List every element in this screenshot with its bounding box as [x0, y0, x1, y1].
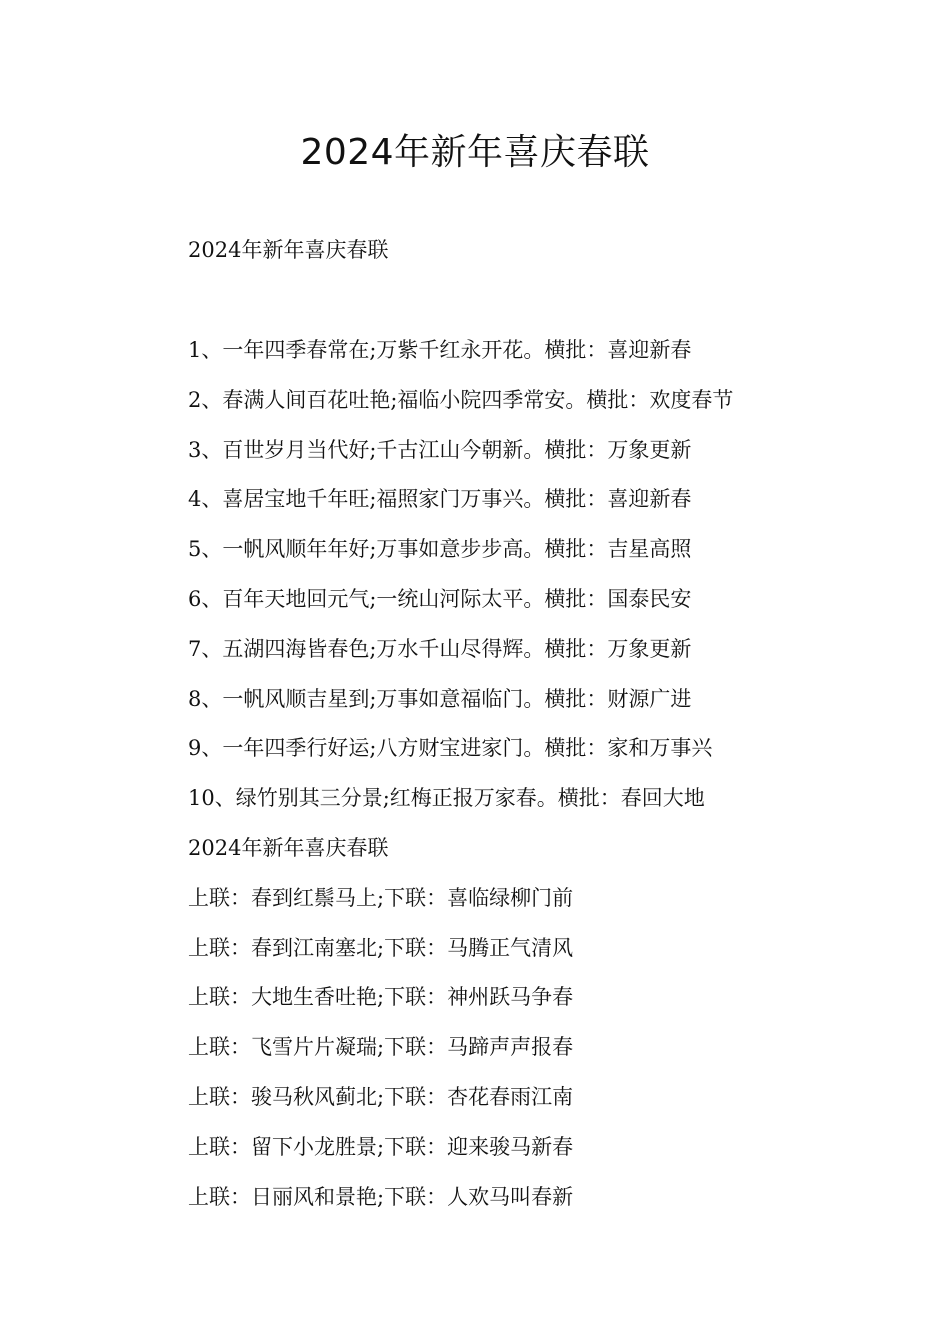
list-item: 4、喜居宝地千年旺;福照家门万事兴。横批：喜迎新春 — [188, 487, 692, 512]
list-item: 8、一帆风顺吉星到;万事如意福临门。横批：财源广进 — [188, 686, 692, 711]
list-item: 上联：春到红鬃马上;下联：喜临绿柳门前 — [188, 885, 574, 910]
list-item: 3、百世岁月当代好;千古江山今朝新。横批：万象更新 — [188, 437, 692, 462]
list-item: 上联：大地生香吐艳;下联：神州跃马争春 — [188, 985, 574, 1010]
page-title: 2024年新年喜庆春联 — [300, 132, 650, 173]
list-item: 上联：留下小龙胜景;下联：迎来骏马新春 — [188, 1134, 574, 1159]
list-item: 上联：春到江南塞北;下联：马腾正气清风 — [188, 935, 574, 960]
list-item: 10、绿竹别其三分景;红梅正报万家春。横批：春回大地 — [188, 786, 705, 811]
couplet-list — [188, 335, 733, 1231]
list-item: 1、一年四季春常在;万紫千红永开花。横批：喜迎新春 — [188, 338, 692, 362]
document-subtitle: 2024年新年喜庆春联 — [188, 238, 389, 262]
list-item: 6、百年天地回元气;一统山河际太平。横批：国泰民安 — [188, 586, 692, 611]
list-item: 上联：飞雪片片凝瑞;下联：马蹄声声报春 — [188, 1035, 574, 1060]
section-heading: 2024年新年喜庆春联 — [188, 835, 389, 860]
list-item: 7、五湖四海皆春色;万水千山尽得辉。横批：万象更新 — [188, 636, 692, 661]
list-item: 上联：骏马秋风蓟北;下联：杏花春雨江南 — [188, 1084, 574, 1109]
list-item: 9、一年四季行好运;八方财宝进家门。横批：家和万事兴 — [188, 736, 713, 761]
list-item: 上联：日丽风和景艳;下联：人欢马叫春新 — [188, 1184, 574, 1209]
list-item: 2、春满人间百花吐艳;福临小院四季常安。横批：欢度春节 — [188, 387, 734, 412]
list-item: 5、一帆风顺年年好;万事如意步步高。横批：吉星高照 — [188, 537, 692, 562]
